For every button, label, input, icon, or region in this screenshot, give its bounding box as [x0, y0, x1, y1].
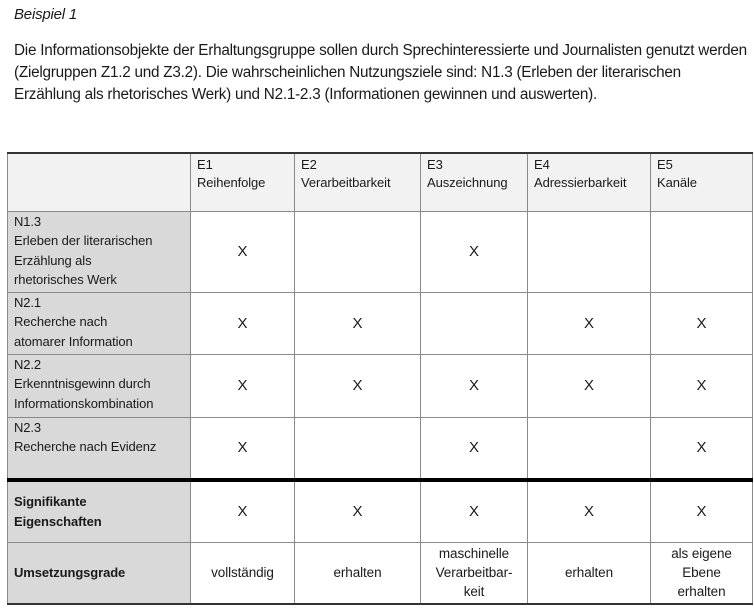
row-label-line: Erzählung als [14, 252, 92, 268]
matrix-cell: X [295, 354, 421, 417]
matrix-cell [651, 211, 753, 292]
matrix-cell: X [295, 292, 421, 354]
column-label: Adressierbarkeit [534, 175, 627, 190]
row-header [8, 480, 191, 542]
column-code: E5 [657, 157, 673, 172]
grade-text: keit [463, 584, 485, 600]
matrix-cell: X [528, 354, 651, 417]
grade-text: erhalten [333, 565, 382, 581]
column-header-e5 [651, 153, 753, 211]
table-row-n2-2 [8, 354, 753, 417]
matrix-cell [421, 292, 528, 354]
row-label-line: Eigenschaften [14, 513, 102, 529]
corner-cell [8, 153, 191, 211]
column-label: Kanäle [657, 175, 697, 190]
row-code: N1.3 [14, 213, 42, 229]
column-header-e1 [191, 153, 295, 211]
matrix-cell: X [651, 480, 753, 542]
row-label-line: Umsetzungsgrade [14, 565, 126, 580]
matrix-cell [295, 417, 421, 480]
grade-cell [421, 542, 528, 604]
row-header [8, 417, 191, 480]
grade-text: Verarbeitbar- [435, 565, 513, 581]
row-label-line: Signifikante [14, 494, 87, 510]
grade-cell [295, 542, 421, 604]
column-header-e3 [421, 153, 528, 211]
matrix-cell: X [191, 417, 295, 480]
row-header [8, 211, 191, 292]
grade-cell [528, 542, 651, 604]
row-code: N2.1 [14, 294, 42, 310]
column-code: E3 [427, 157, 443, 172]
table-row-n2-3 [8, 417, 753, 480]
grade-text: maschinelle [438, 546, 510, 562]
row-code: N2.3 [14, 419, 42, 435]
requirements-matrix [7, 152, 753, 605]
header-row [8, 153, 753, 211]
matrix-cell: X [191, 292, 295, 354]
column-header-e4 [528, 153, 651, 211]
matrix-cell: X [651, 354, 753, 417]
matrix-cell: X [191, 211, 295, 292]
row-label-line: Recherche nach Evidenz [14, 439, 157, 454]
matrix-cell: X [421, 480, 528, 542]
table-row-n1-3 [8, 211, 753, 292]
matrix-cell: X [651, 292, 753, 354]
matrix-cell: X [421, 211, 528, 292]
column-label: Reihenfolge [197, 175, 266, 190]
intro-text: Die Informationsobjekte der Erhaltungsgruppe sollen durch Sprechinteressierte und Journalisten genutzt werden (Zielgruppen Z1.2 und Z3.2). Die wahrscheinlichen Nutzungsziele sind: N1.3 (Erleben der literarischen Erzählung als rhetorisches Werk) und N2.1-2.3 (Informationen gewinnen und auswerten). [14, 42, 747, 103]
matrix-cell: X [528, 292, 651, 354]
example-heading: Beispiel 1 [14, 6, 78, 23]
column-code: E4 [534, 157, 550, 172]
matrix-cell: X [191, 354, 295, 417]
table-row-significant-properties [8, 480, 753, 542]
matrix-cell: X [421, 354, 528, 417]
matrix-cell [295, 211, 421, 292]
table-row-n2-1 [8, 292, 753, 354]
matrix-cell [528, 211, 651, 292]
grade-text: erhalten [565, 565, 613, 581]
row-header [8, 542, 191, 604]
row-label-line: Recherche nach [14, 314, 108, 329]
matrix-cell: X [295, 480, 421, 542]
row-label-line: Erkenntnisgewinn durch [14, 376, 151, 391]
row-label-line: Informationskombination [14, 395, 154, 411]
row-header [8, 354, 191, 417]
column-label: Auszeichnung [427, 175, 508, 190]
row-code: N2.2 [14, 356, 42, 372]
grade-cell [191, 542, 295, 604]
row-label-line: Erleben der literarischen [14, 233, 153, 248]
matrix-cell: X [191, 480, 295, 542]
grade-text: Ebene [682, 565, 721, 581]
matrix-cell: X [528, 480, 651, 542]
row-label-line: atomarer Information [14, 333, 133, 349]
matrix-cell [528, 417, 651, 480]
column-code: E2 [301, 157, 317, 172]
row-label-line: rhetorisches Werk [14, 272, 117, 287]
matrix-cell: X [421, 417, 528, 480]
table-row-implementation-grades [8, 542, 753, 604]
column-code: E1 [197, 157, 213, 172]
matrix-cell: X [651, 417, 753, 480]
intro-paragraph [14, 40, 749, 106]
grade-text: vollständig [211, 565, 274, 581]
row-header [8, 292, 191, 354]
column-label: Verarbeitbarkeit [301, 175, 391, 190]
column-header-e2 [295, 153, 421, 211]
grade-text: erhalten [677, 584, 726, 600]
grade-cell [651, 542, 753, 604]
grade-text: als eigene [671, 546, 732, 562]
